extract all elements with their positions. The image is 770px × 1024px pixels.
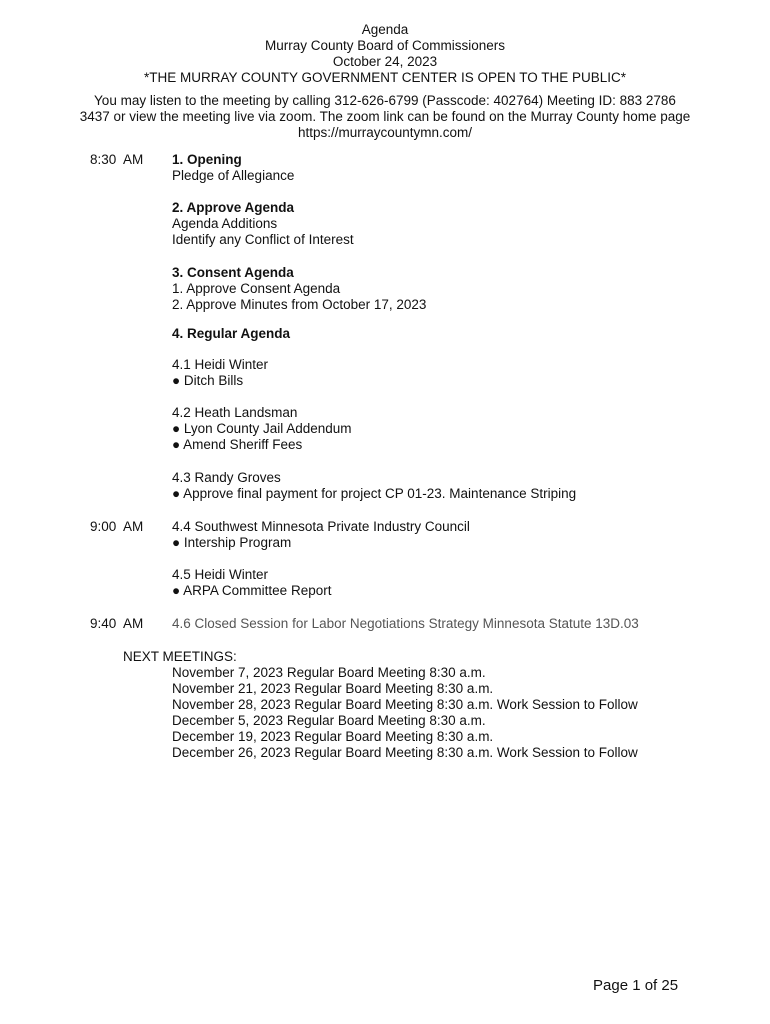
access-line-1: You may listen to the meeting by calling 312-626-6799 (Passcode: 402764) Meeting ID: 883 2786	[94, 93, 676, 108]
agenda-item-title: 4.6 Closed Session for Labor Negotiations Strategy Minnesota Statute 13D.03	[172, 616, 639, 631]
agenda-item-title: 4.3 Randy Groves	[172, 470, 281, 485]
meeting-item: December 19, 2023 Regular Board Meeting 8:30 a.m.	[172, 729, 494, 744]
document-header	[0, 22, 770, 86]
meeting-access-info	[60, 93, 710, 141]
agenda-item-title: 4.4 Southwest Minnesota Private Industry Council	[172, 519, 470, 534]
list-item: 2. Approve Minutes from October 17, 2023	[172, 297, 427, 312]
agenda-item-4-1	[172, 357, 732, 389]
section-heading: 4. Regular Agenda	[172, 326, 291, 341]
meeting-item: December 26, 2023 Regular Board Meeting 8:30 a.m. Work Session to Follow	[172, 745, 638, 760]
time-830: 8:30 AM	[90, 152, 144, 167]
agenda-item-4-3	[172, 470, 732, 502]
list-item: Agenda Additions	[172, 216, 278, 231]
list-item: 1. Approve Consent Agenda	[172, 281, 341, 296]
agenda-item-4-6	[172, 616, 732, 632]
list-item: Pledge of Allegiance	[172, 168, 295, 183]
bullet-item: ● Intership Program	[172, 535, 292, 550]
public-notice: *THE MURRAY COUNTY GOVERNMENT CENTER IS OPEN TO THE PUBLIC*	[143, 70, 627, 85]
access-line-2: 3437 or view the meeting live via zoom. The zoom link can be found on the Murray County home page	[79, 109, 691, 124]
time-940: 9:40 AM	[90, 616, 144, 631]
bullet-item: ● ARPA Committee Report	[172, 583, 332, 598]
agenda-item-title: 4.5 Heidi Winter	[172, 567, 269, 582]
page-number: Page 1 of 25	[593, 977, 679, 994]
section-heading: 2. Approve Agenda	[172, 200, 295, 215]
bullet-item: ● Approve final payment for project CP 01-23. Maintenance Striping	[172, 486, 577, 501]
agenda-item-title: 4.1 Heidi Winter	[172, 357, 269, 372]
agenda-item-4-2	[172, 405, 732, 453]
meeting-item: December 5, 2023 Regular Board Meeting 8:30 a.m.	[172, 713, 486, 728]
agenda-item-4-4	[172, 519, 732, 551]
section-approve-agenda	[172, 200, 732, 248]
website-link[interactable]: https://murraycountymn.com/	[297, 125, 473, 140]
next-meetings-list	[172, 665, 732, 761]
section-opening	[172, 152, 732, 184]
section-consent-agenda	[172, 265, 732, 313]
section-heading: 3. Consent Agenda	[172, 265, 294, 280]
section-heading: 1. Opening	[172, 152, 242, 167]
agenda-item-title: 4.2 Heath Landsman	[172, 405, 298, 420]
time-900: 9:00 AM	[90, 519, 144, 534]
meeting-item: November 28, 2023 Regular Board Meeting 8:30 a.m. Work Session to Follow	[172, 697, 638, 712]
document-title: Agenda	[361, 22, 409, 37]
bullet-item: ● Lyon County Jail Addendum	[172, 421, 352, 436]
agenda-item-4-5	[172, 567, 732, 599]
bullet-item: ● Amend Sheriff Fees	[172, 437, 303, 452]
list-item: Identify any Conflict of Interest	[172, 232, 354, 247]
meeting-item: November 7, 2023 Regular Board Meeting 8:30 a.m.	[172, 665, 486, 680]
meeting-item: November 21, 2023 Regular Board Meeting 8:30 a.m.	[172, 681, 494, 696]
bullet-item: ● Ditch Bills	[172, 373, 244, 388]
board-name: Murray County Board of Commissioners	[264, 38, 506, 53]
next-meetings-label: NEXT MEETINGS:	[123, 649, 237, 664]
section-regular-agenda	[172, 326, 732, 342]
meeting-date: October 24, 2023	[332, 54, 438, 69]
